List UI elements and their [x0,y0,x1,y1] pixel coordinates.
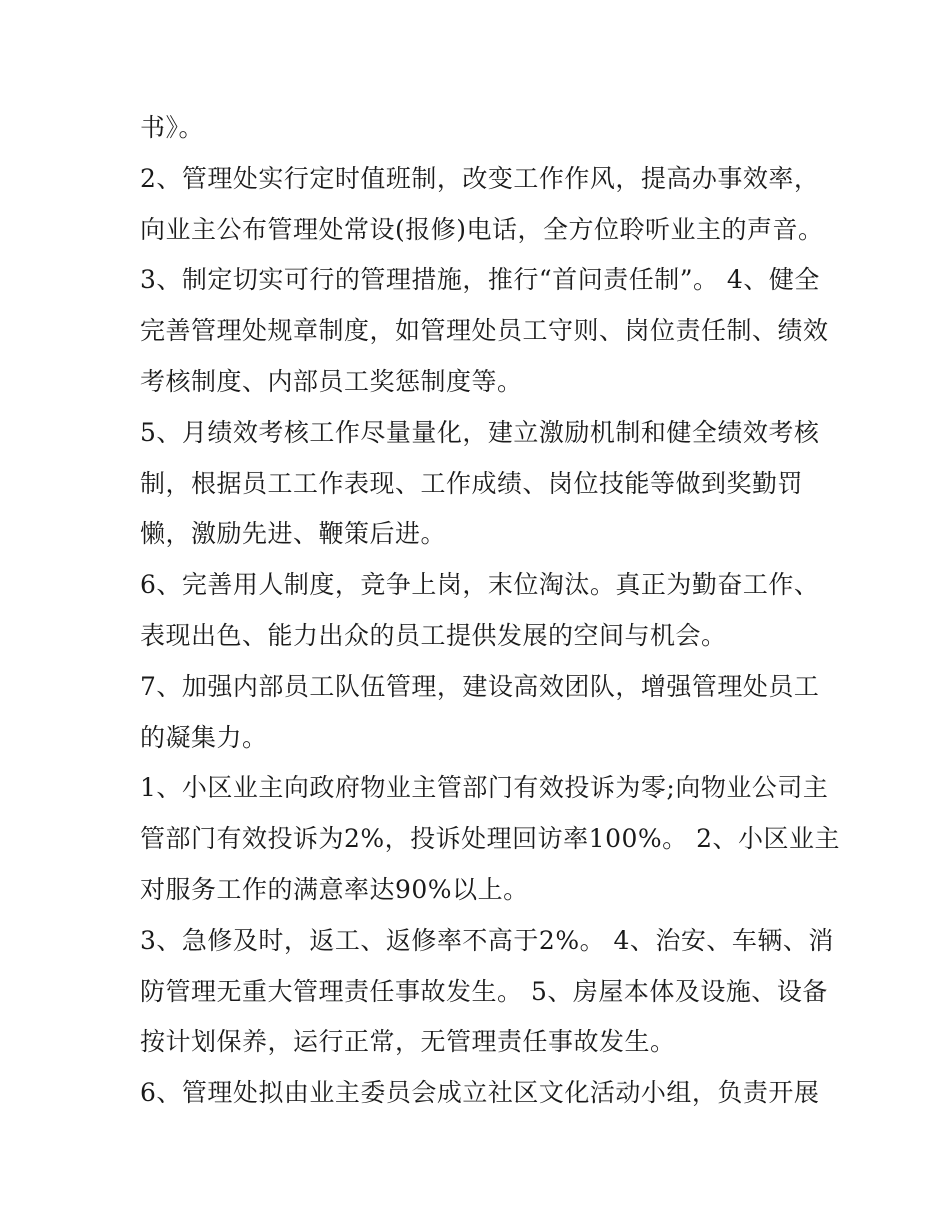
text-line: 对服务工作的满意率达90%以上。 [140,874,529,904]
text-line: 考核制度、内部员工奖惩制度等。 [140,366,523,396]
text-line: 7、加强内部员工队伍管理，建设高效团队，增强管理处员工 [140,671,820,701]
text-line: 书》。 [140,113,205,142]
text-line: 1、小区业主向政府物业主管部门有效投诉为零;向物业公司主 [140,773,829,803]
text-line: 6、管理处拟由业主委员会成立社区文化活动小组，负责开展 [140,1078,820,1108]
text-line: 向业主公布管理处常设(报修)电话，全方位聆听业主的声音。 [140,214,824,244]
text-line: 2、管理处实行定时值班制，改变工作作风，提高办事效率， [140,163,820,193]
text-line: 制，根据员工工作表现、工作成绩、岗位技能等做到奖勤罚 [140,468,804,498]
text-line: 的凝集力。 [140,722,268,752]
text-line: 管部门有效投诉为2%，投诉处理回访率100%。 2、小区业主 [140,824,840,854]
text-line: 3、制定切实可行的管理措施，推行“首问责任制”。 4、健全 [140,265,820,295]
text-line: 3、急修及时，返工、返修率不高于2%。 4、治安、车辆、消 [140,925,834,955]
text-line: 懒，激励先进、鞭策后进。 [140,519,447,549]
text-line: 6、完善用人制度，竞争上岗，末位淘汰。真正为勤奋工作、 [140,570,820,600]
text-line: 表现出色、能力出众的员工提供发展的空间与机会。 [140,620,727,650]
text-line: 按计划保养，运行正常，无管理责任事故发生。 [140,1027,676,1057]
text-line: 防管理无重大管理责任事故发生。 5、房屋本体及设施、设备 [140,976,828,1006]
text-line: 5、月绩效考核工作尽量量化，建立激励机制和健全绩效考核 [140,417,820,447]
text-line: 完善管理处规章制度，如管理处员工守则、岗位责任制、绩效 [140,316,829,346]
document-body [140,103,840,1119]
